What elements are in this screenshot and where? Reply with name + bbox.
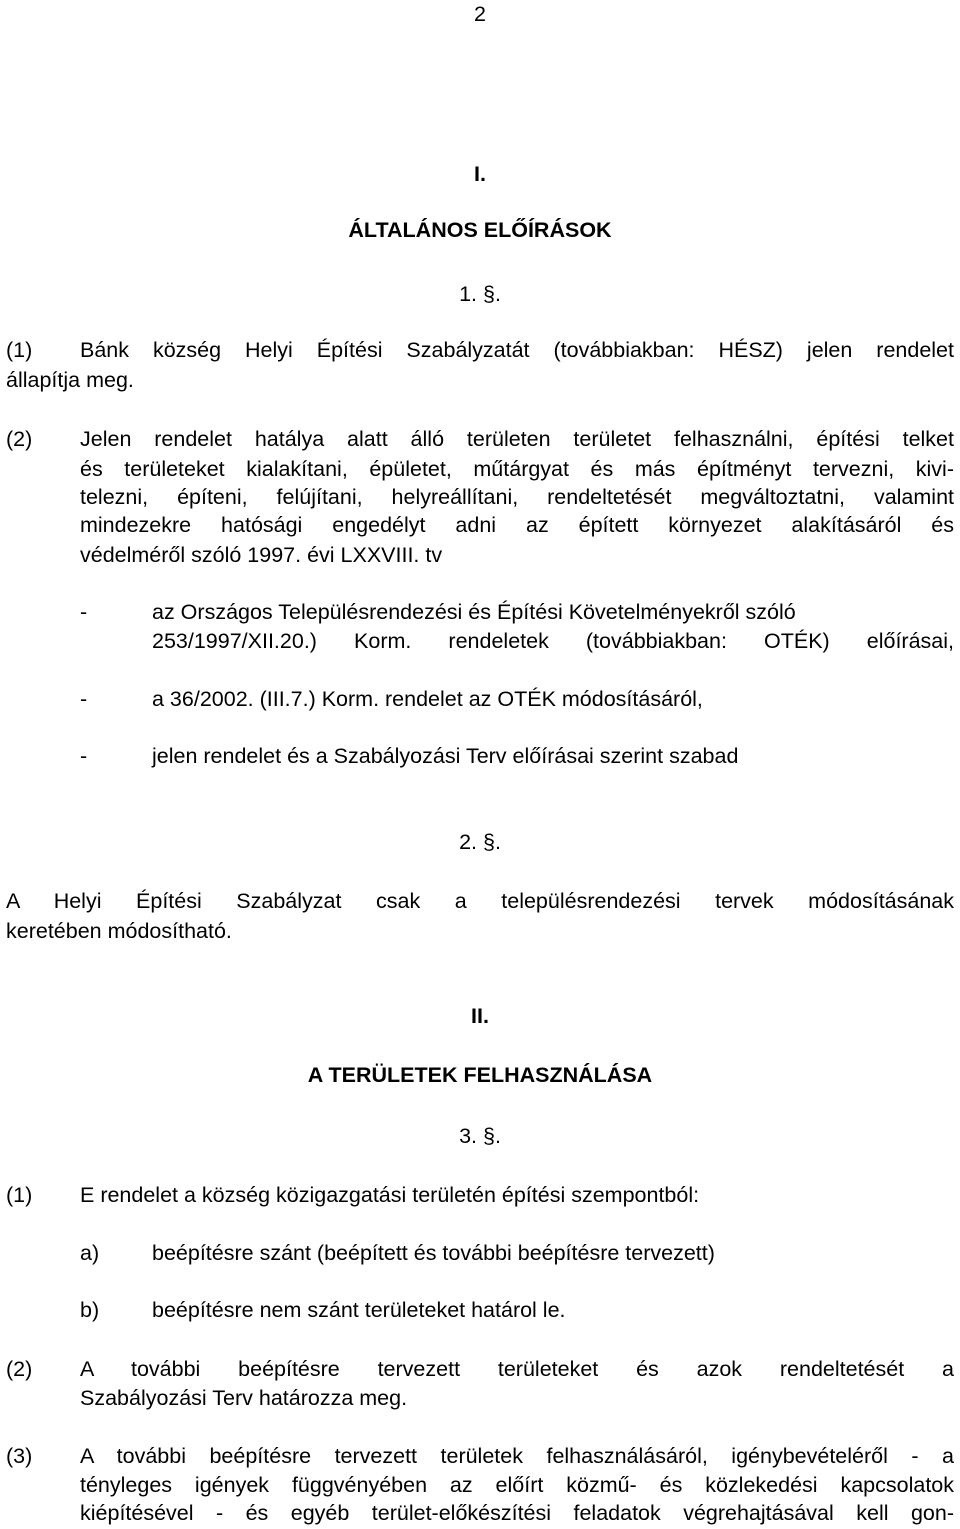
list-item-label: b)	[80, 1298, 100, 1322]
part-heading: A TERÜLETEK FELHASZNÁLÁSA	[307, 1063, 653, 1087]
part-roman-numeral: I.	[474, 162, 486, 186]
paragraph-line: A további beépítésre tervezett területeket és azok rendeltetését a	[80, 1357, 954, 1381]
paragraph-line: Bánk község Helyi Építési Szabályzatát (továbbiakban: HÉSZ) jelen rendelet	[80, 338, 954, 362]
section-title: 3. §.	[459, 1124, 501, 1148]
bullet-line: 253/1997/XII.20.) Korm. rendeletek (továbbiakban: OTÉK) előírásai,	[152, 629, 954, 653]
bullet-dash: -	[80, 687, 88, 711]
paragraph-line: kiépítésével - és egyéb terület-előkészítési feladatok végrehajtásával kell gon-	[80, 1501, 954, 1525]
bullet-line: a 36/2002. (III.7.) Korm. rendelet az OTÉK módosításáról,	[152, 687, 703, 711]
part-roman-numeral: II.	[471, 1004, 489, 1028]
paragraph-number: (1)	[6, 1183, 33, 1207]
paragraph-number: (1)	[6, 338, 33, 362]
page-number: 2	[474, 2, 486, 26]
list-item-text: beépítésre szánt (beépített és további beépítésre tervezett)	[152, 1241, 715, 1265]
paragraph-line: állapítja meg.	[6, 368, 134, 392]
list-item-label: a)	[80, 1241, 100, 1265]
paragraph-number: (2)	[6, 427, 33, 451]
section-title: 1. §.	[459, 282, 501, 306]
paragraph-line: Jelen rendelet hatálya alatt álló területen területet felhasználni, építési telket	[80, 427, 954, 451]
paragraph-line: telezni, építeni, felújítani, helyreállítani, rendeltetését megváltoztatni, valamint	[80, 485, 954, 509]
bullet-line: jelen rendelet és a Szabályozási Terv előírásai szerint szabad	[152, 744, 739, 768]
bullet-dash: -	[80, 744, 88, 768]
part-heading: ÁLTALÁNOS ELŐÍRÁSOK	[348, 218, 612, 242]
paragraph-line: Szabályozási Terv határozza meg.	[80, 1386, 408, 1410]
paragraph-line: E rendelet a község közigazgatási területén építési szempontból:	[80, 1183, 700, 1207]
paragraph-line: mindezekre hatósági engedélyt adni az épített környezet alakításáról és	[80, 513, 954, 537]
bullet-line: az Országos Településrendezési és Építési Követelményekről szóló	[152, 600, 796, 624]
paragraph-line: A további beépítésre tervezett területek felhasználásáról, igénybevételéről - a	[80, 1444, 954, 1468]
paragraph-line: A Helyi Építési Szabályzat csak a településrendezési tervek módosításának	[6, 889, 954, 913]
list-item-text: beépítésre nem szánt területeket határol le.	[152, 1298, 566, 1322]
paragraph-number: (3)	[6, 1444, 33, 1468]
section-title: 2. §.	[459, 830, 501, 854]
paragraph-line: keretében módosítható.	[6, 919, 232, 943]
paragraph-line: és területeket kialakítani, épületet, műtárgyat és más építményt tervezni, kivi-	[80, 457, 954, 481]
paragraph-line: tényleges igények függvényében az előírt közmű- és közlekedési kapcsolatok	[80, 1473, 954, 1497]
paragraph-line: védelméről szóló 1997. évi LXXVIII. tv	[80, 543, 443, 567]
paragraph-number: (2)	[6, 1357, 33, 1381]
bullet-dash: -	[80, 600, 88, 624]
